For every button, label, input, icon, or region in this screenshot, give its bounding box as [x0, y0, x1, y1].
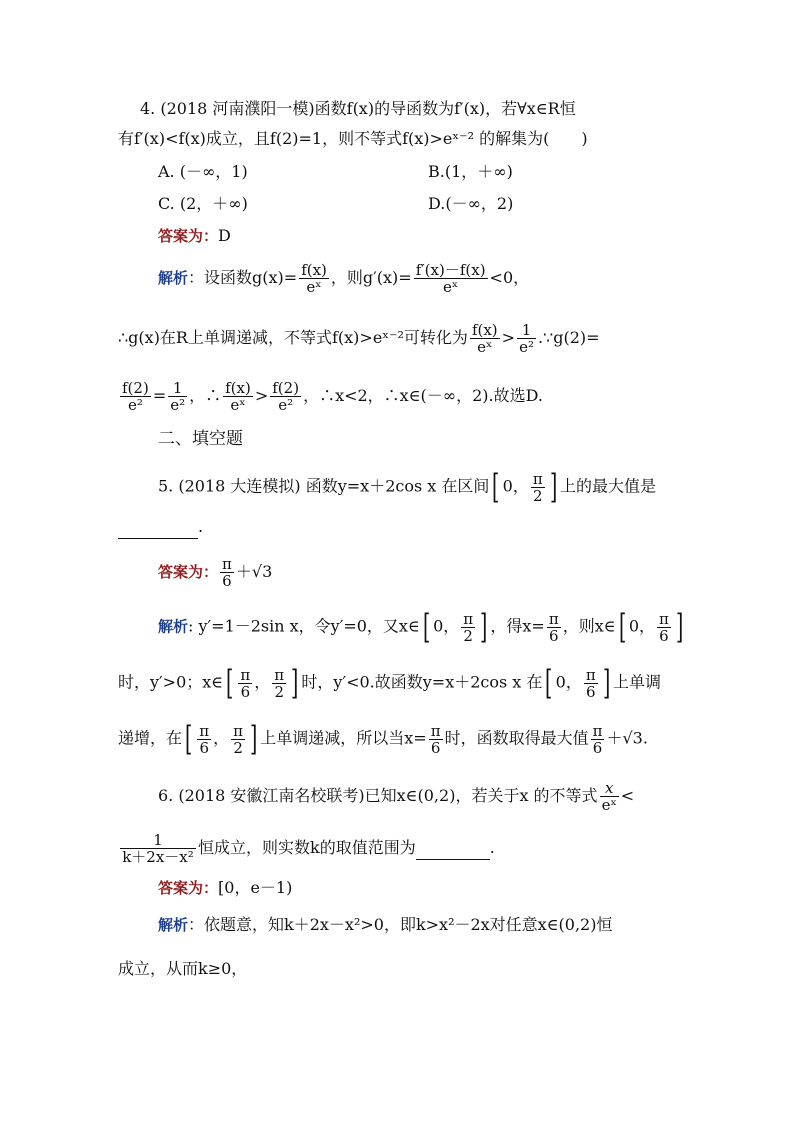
bracket: [: [185, 719, 193, 759]
text: ＋√3.: [606, 728, 648, 748]
bracket: [: [492, 467, 500, 507]
text: 0，: [555, 672, 582, 692]
numerator: π: [222, 555, 232, 573]
answer-value: D: [218, 226, 231, 245]
numerator: x: [600, 780, 619, 797]
fraction: [531, 471, 545, 504]
fraction: [197, 723, 211, 756]
text: ：设函数g(x)=: [188, 268, 298, 287]
text: ，得x=: [490, 616, 545, 636]
denominator: 2: [533, 486, 543, 505]
q4-option-a: A. (－∞，1): [158, 162, 248, 181]
text: ，则x∈: [562, 616, 616, 636]
denominator: eˣ: [601, 796, 617, 814]
q4-option-c: C. (2，＋∞): [158, 194, 248, 213]
q4-line1: 4. (2018 河南濮阳一模)函数f(x)的导函数为f′(x)，若∀x∈R恒: [140, 99, 576, 118]
denominator: eˣ: [443, 278, 459, 296]
numerator: f(2): [272, 379, 300, 397]
comma: ，: [254, 672, 271, 692]
text: 上单调: [612, 672, 661, 692]
text: ，则g′(x)=: [330, 268, 412, 287]
bracket: [: [618, 607, 626, 647]
bracket: ]: [549, 467, 557, 507]
answer-label: 答案为：: [158, 563, 219, 581]
bracket: ]: [291, 663, 299, 703]
denominator: 6: [222, 572, 232, 590]
numerator: π: [274, 665, 285, 684]
q5-analysis-line2: [118, 663, 661, 703]
q4-line2: 有f′(x)<f(x)成立，且f(2)=1，则不等式f(x)>eˣ⁻² 的解集为( ): [118, 129, 588, 148]
numerator: π: [548, 609, 559, 628]
q6-answer: [158, 877, 292, 899]
section-title: 二、填空题: [158, 429, 243, 449]
fraction: [414, 262, 488, 295]
fraction: [657, 611, 671, 644]
text: ，∴: [189, 386, 222, 405]
fraction: [231, 723, 245, 756]
answer-blank[interactable]: [118, 516, 198, 539]
text: <: [620, 786, 635, 805]
denominator: 6: [548, 626, 559, 645]
numerator: π: [585, 665, 596, 684]
denominator: e²: [170, 396, 186, 414]
denominator: 6: [592, 738, 603, 757]
analysis-label: 解析: [158, 269, 189, 287]
fraction: [429, 723, 443, 756]
answer-label: 答案为：: [158, 227, 219, 245]
numerator: π: [430, 721, 441, 740]
fraction: [272, 667, 286, 700]
denominator: 6: [586, 682, 596, 701]
fraction: [299, 262, 329, 295]
numerator: π: [532, 469, 543, 488]
denominator: eˣ: [306, 278, 322, 296]
analysis-label: 解析: [158, 617, 189, 636]
q6-line2: [118, 832, 495, 865]
denominator: eˣ: [230, 396, 246, 414]
q4-analysis-line2: [118, 322, 600, 355]
fraction: [270, 380, 301, 413]
denominator: 2: [463, 626, 473, 645]
text: ：依题意，知k＋2x－x²>0，即k>x²－2x对任意x∈(0,2)恒: [188, 915, 613, 934]
denominator: 2: [233, 738, 243, 757]
text: 5. (2018 大连模拟) 函数y=x＋2cos x 在区间: [158, 476, 490, 496]
q4-analysis-line1: [158, 262, 529, 295]
denominator: 6: [240, 682, 251, 701]
fraction: [238, 667, 252, 700]
numerator: π: [592, 721, 603, 740]
fraction: [461, 611, 475, 644]
denominator: k＋2x－x²: [122, 848, 194, 866]
denominator: e²: [278, 396, 294, 414]
fraction: [220, 556, 234, 589]
text: 时，y′<0.故函数y=x＋2cos x 在: [301, 672, 543, 692]
bracket: [: [545, 663, 553, 703]
q4-answer: [158, 225, 231, 247]
denominator: 2: [274, 682, 284, 701]
numerator: f(x): [225, 379, 251, 397]
q5-line1: [158, 467, 656, 507]
fraction: [600, 780, 619, 813]
numerator: f(x): [471, 321, 498, 339]
q5-analysis-line1: [158, 607, 686, 647]
text: : y′=1－2sin x，令y′=0，又x∈: [188, 616, 420, 636]
fraction: [168, 380, 187, 413]
bracket: [: [422, 607, 431, 647]
q6-analysis-line1: [158, 914, 612, 936]
text: 递增，在: [118, 728, 183, 748]
denominator: 6: [199, 738, 209, 757]
q6-analysis-line2: 成立，从而k≥0，: [118, 959, 248, 978]
numerator: 1: [120, 832, 196, 849]
denominator: 6: [430, 738, 441, 757]
q5-line2: [118, 516, 203, 539]
fraction: [584, 667, 598, 700]
fraction: [517, 322, 536, 355]
fraction: [547, 611, 561, 644]
denominator: 6: [659, 626, 669, 645]
text: 恒成立，则实数k的取值范围为: [198, 838, 416, 857]
text: ∴g(x)在R上单调递减，不等式f(x)>eˣ⁻²可转化为: [118, 328, 468, 347]
numerator: π: [659, 609, 669, 628]
text: >: [254, 386, 269, 405]
text: .∵g(2)=: [537, 328, 600, 347]
numerator: 1: [517, 322, 536, 339]
denominator: e²: [127, 396, 143, 414]
text: =: [152, 386, 167, 405]
text: .: [489, 838, 495, 857]
analysis-label: 解析: [158, 916, 189, 934]
fraction: [223, 380, 253, 413]
comma: ，: [213, 728, 230, 748]
bracket: ]: [675, 607, 684, 647]
text: 时，y′>0；x∈: [118, 672, 224, 692]
text: 0，: [502, 476, 529, 496]
text: 上单调递减，所以当x=: [260, 728, 427, 748]
text: <0，: [489, 268, 530, 287]
numerator: π: [199, 721, 210, 740]
numerator: π: [463, 609, 474, 628]
bracket: ]: [250, 719, 258, 759]
text: ，∴x<2，∴x∈(－∞，2).故选D.: [303, 386, 543, 405]
numerator: π: [233, 721, 244, 740]
text: >: [501, 328, 516, 347]
denominator: e²: [519, 338, 534, 356]
q6-line1: [158, 780, 634, 813]
numerator: f′(x)－f(x): [415, 261, 486, 279]
text: 0，: [628, 616, 656, 636]
bracket: ]: [480, 607, 488, 647]
fraction: [591, 723, 605, 756]
numerator: π: [240, 665, 251, 684]
q4-option-b: B.(1，＋∞): [428, 162, 513, 181]
text: 6. (2018 安徽江南名校联考)已知x∈(0,2)，若关于x 的不等式: [158, 786, 598, 805]
q5-answer: [158, 556, 272, 589]
text: 0，: [433, 616, 460, 636]
numerator: f(2): [122, 379, 149, 397]
numerator: 1: [168, 380, 187, 397]
bracket: ]: [602, 663, 610, 703]
text: 上的最大值是: [559, 476, 656, 496]
fraction: [120, 832, 196, 865]
denominator: eˣ: [477, 338, 493, 356]
text: ＋√3: [235, 562, 273, 581]
answer-label: 答案为：: [158, 879, 219, 897]
fraction: [470, 322, 500, 355]
answer-value: [0，e－1): [218, 878, 293, 897]
bracket: [: [226, 663, 234, 703]
q5-analysis-line3: [118, 719, 648, 759]
text: 时，函数取得最大值: [444, 728, 589, 748]
answer-blank[interactable]: [416, 837, 490, 860]
q4-analysis-line3: [118, 380, 543, 413]
text: .: [198, 517, 204, 536]
numerator: f(x): [301, 261, 327, 279]
fraction: [120, 380, 151, 413]
q4-option-d: D.(－∞，2): [428, 194, 514, 213]
